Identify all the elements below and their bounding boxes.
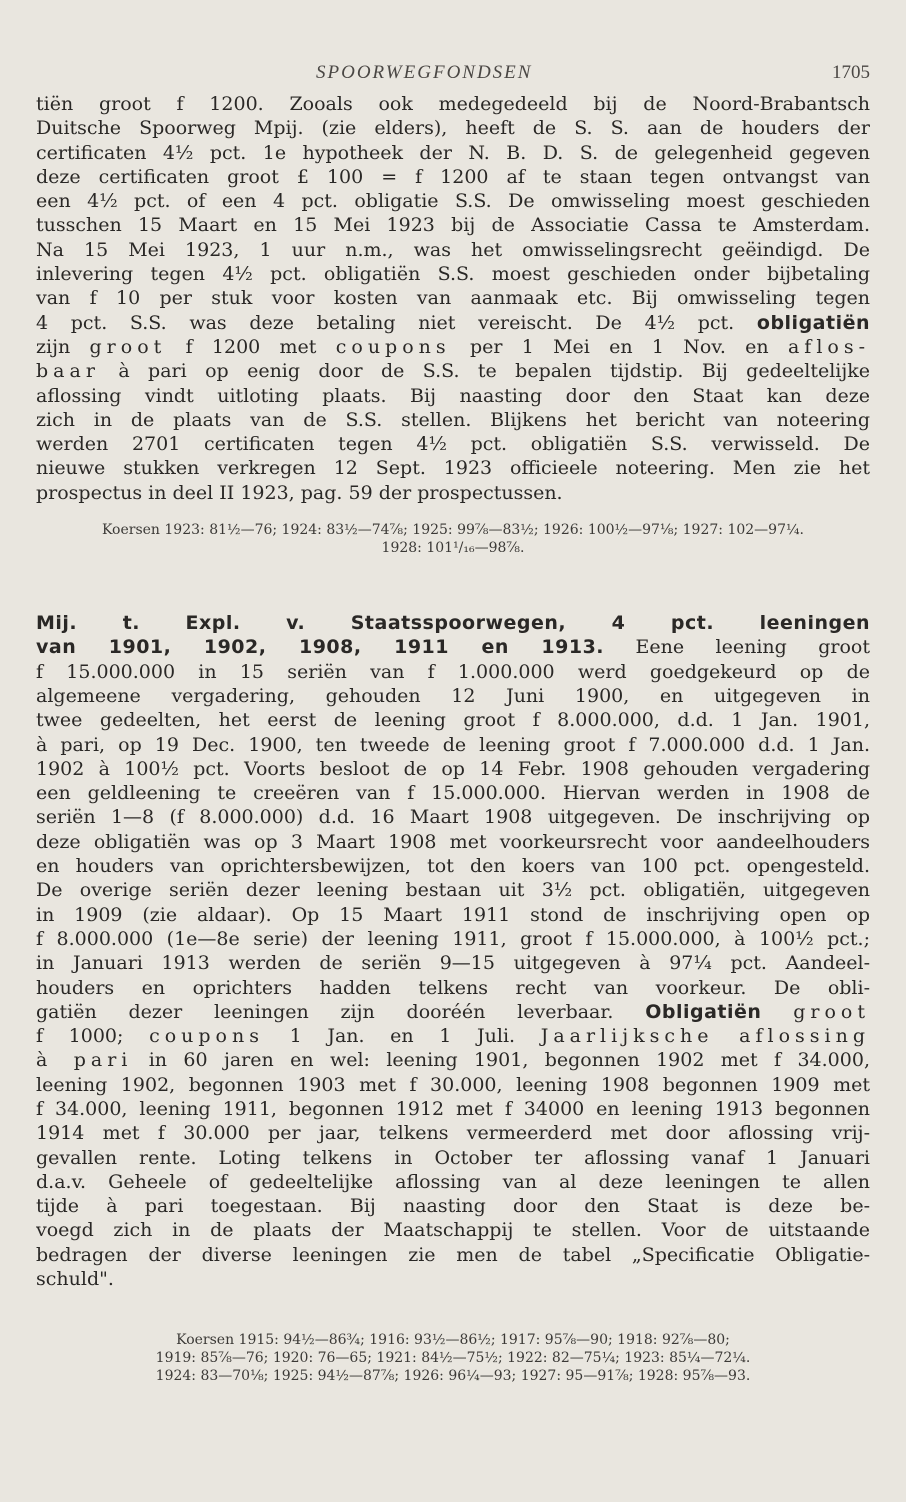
text-line: gevallen rente. Loting telkens in October ter aflossing vanaf 1 Januari	[36, 1146, 870, 1169]
spaced-term-aflos: aflos-	[787, 335, 870, 358]
quote-line: 1924: 83—70⅛; 1925: 94½—87⅞; 1926: 96¼—93; 1927: 95—91⅞; 1928: 95⅞—93.	[155, 1368, 751, 1385]
running-title: SPOORWEGFONDSEN	[316, 62, 533, 83]
text-line	[36, 335, 870, 359]
text-line: 1914 met f 30.000 per jaar, telkens vermeerderd met door aflossing vrij-	[36, 1122, 870, 1145]
spaced-term-coupons: coupons	[149, 1025, 264, 1048]
text-line: zich in de plaats van de S.S. stellen. Blijkens het bericht van noteering	[36, 408, 870, 431]
text-line: tiën groot f 1200. Zooals ook medegedeeld bij de Noord-Brabantsch	[36, 93, 870, 115]
quote-line: 1928: 101¹/₁₆—98⅞.	[381, 540, 525, 557]
text-line	[36, 635, 870, 659]
spaced-term-baar: baar	[36, 360, 100, 383]
text-line: certificaten 4½ pct. 1e hypotheek der N. B. D. S. de gelegenheid gegeven	[36, 141, 870, 164]
text-line: f 8.000.000 (1e—8e serie) der leening 1911, groot f 15.000.000, à 100½ pct.;	[36, 927, 870, 950]
text-line: Duitsche Spoorweg Mpij. (zie elders), heeft de S. S. aan de houders der	[36, 117, 870, 140]
text-line: houders en oprichters hadden telkens recht van voorkeur. De obli-	[36, 976, 870, 999]
text-line: f 34.000, leening 1911, begonnen 1912 met f 34000 en leening 1913 begonnen	[36, 1097, 870, 1120]
text-line: prospectus in deel II 1923, pag. 59 der prospectussen.	[36, 481, 563, 504]
section-heading	[36, 611, 870, 635]
spaced-term-groot: groot	[793, 1000, 870, 1023]
heading-text: Mij. t. Expl. v. Staatsspoorwegen, 4 pct. leeningen	[36, 612, 870, 635]
text-line	[36, 1048, 870, 1072]
text-line	[36, 1000, 870, 1024]
spaced-term-a-pari: à pari	[36, 1049, 133, 1072]
text-line: werden 2701 certificaten tegen 4½ pct. obligatiën S.S. verwisseld. De	[36, 433, 870, 456]
page-header	[36, 56, 870, 92]
text-fragment: gatiën dezer leeningen zijn dooréén leverbaar.	[36, 1000, 614, 1023]
text-fragment: zijn	[36, 335, 71, 358]
text-line: en houders van oprichtersbewijzen, tot den koers van 100 pct. opengesteld.	[36, 855, 870, 878]
text-line: tijde à pari toegestaan. Bij naasting door den Staat is deze be-	[36, 1195, 870, 1218]
text-fragment: in 60 jaren en wel: leening 1901, begonnen 1902 met f 34.000,	[148, 1049, 870, 1072]
text-fragment: f 1000;	[36, 1025, 124, 1048]
text-line: voegd zich in de plaats der Maatschappij te stellen. Voor de uitstaande	[36, 1219, 870, 1242]
text-line: algemeene vergadering, gehouden 12 Juni 1900, en uitgegeven in	[36, 684, 870, 707]
text-line: schuld".	[36, 1268, 114, 1291]
text-line	[36, 311, 870, 335]
section-staatsspoorwegen-paragraph	[36, 611, 870, 1291]
text-line: tusschen 15 Maart en 15 Mei 1923 bij de Associatie Cassa te Amsterdam.	[36, 214, 870, 237]
text-fragment: f 1200 met	[185, 335, 317, 358]
text-line: een 4½ pct. of een 4 pct. obligatie S.S. De omwisseling moest geschieden	[36, 190, 870, 213]
text-line: een geldleening te creeëren van f 15.000.000. Hiervan werden in 1908 de	[36, 782, 870, 805]
section-certificates-paragraph	[36, 92, 870, 505]
text-line: twee gedeelten, het eerst de leening groot f 8.000.000, d.d. 1 Jan. 1901,	[36, 709, 870, 732]
text-line: 1902 à 100½ pct. Voorts besloot de op 14 Febr. 1908 gehouden vergadering	[36, 757, 870, 780]
text-line: in 1909 (zie aldaar). Op 15 Maart 1911 stond de inschrijving open op	[36, 903, 870, 926]
spaced-term-jaarlijksche: Jaarlijksche	[540, 1025, 714, 1048]
text-line: nieuwe stukken verkregen 12 Sept. 1923 officieele noteering. Men zie het	[36, 457, 870, 480]
bold-term-obligatien: obligatiën	[756, 311, 870, 334]
text-line: deze obligatiën was op 3 Maart 1908 met voorkeursrecht voor aandeelhouders	[36, 830, 870, 853]
text-fragment: per 1 Mei en 1 Nov. en	[469, 335, 769, 358]
page-number: 1705	[832, 62, 870, 83]
text-line: van f 10 per stuk voor kosten van aanmaak etc. Bij omwisseling tegen	[36, 287, 870, 310]
text-line: deze certificaten groot £ 100 = f 1200 af te staan tegen ontvangst van	[36, 165, 870, 188]
spaced-term-groot: groot	[89, 335, 167, 358]
text-fragment: Eene leening groot	[635, 636, 870, 659]
text-line	[36, 359, 870, 383]
text-line: bedragen der diverse leeningen zie men de tabel „Specificatie Obligatie-	[36, 1243, 870, 1266]
text-fragment: 1 Jan. en 1 Juli.	[289, 1025, 516, 1048]
price-quotes-1915-1928	[36, 1331, 870, 1385]
text-line: d.a.v. Geheele of gedeeltelijke aflossing van al deze leeningen te allen	[36, 1170, 870, 1193]
text-fragment: à pari op eenig door de S.S. te bepalen tijdstip. Bij gedeeltelijke	[118, 360, 870, 383]
text-line: seriën 1—8 (f 8.000.000) d.d. 16 Maart 1908 uitgegeven. De inschrijving op	[36, 806, 870, 829]
text-line	[36, 1024, 870, 1048]
quote-line: Koersen 1915: 94½—86¾; 1916: 93½—86½; 1917: 95⅞—90; 1918: 92⅞—80;	[176, 1332, 730, 1349]
text-line: à pari, op 19 Dec. 1900, ten tweede de leening groot f 7.000.000 d.d. 1 Jan.	[36, 733, 870, 756]
heading-text: van 1901, 1902, 1908, 1911 en 1913.	[36, 636, 605, 659]
quote-line: Koersen 1923: 81½—76; 1924: 83½—74⅞; 1925: 99⅞—83½; 1926: 100½—97⅛; 1927: 102—97¼.	[101, 522, 805, 539]
spaced-term-coupons: coupons	[335, 335, 451, 358]
text-line: Na 15 Mei 1923, 1 uur n.m., was het omwisselingsrecht geëindigd. De	[36, 238, 870, 261]
text-fragment: 4 pct. S.S. was deze betaling niet vereischt. De 4½ pct.	[36, 311, 735, 334]
text-line: aflossing vindt uitloting plaats. Bij naasting door den Staat kan deze	[36, 384, 870, 407]
bold-term-obligatien: Obligatiën	[645, 1000, 762, 1023]
quote-line: 1919: 85⅞—76; 1920: 76—65; 1921: 84½—75½; 1922: 82—75¼; 1923: 85¼—72¼.	[155, 1350, 751, 1367]
spaced-term-aflossing: aflossing	[739, 1025, 870, 1048]
text-line: leening 1902, begonnen 1903 met f 30.000, leening 1908 begonnen 1909 met	[36, 1073, 870, 1096]
text-line: in Januari 1913 werden de seriën 9—15 uitgegeven à 97¼ pct. Aandeel-	[36, 952, 870, 975]
price-quotes-1923-1928	[36, 521, 870, 557]
text-line: De overige seriën dezer leening bestaan uit 3½ pct. obligatiën, uitgegeven	[36, 879, 870, 902]
text-line: f 15.000.000 in 15 seriën van f 1.000.000 werd goedgekeurd op de	[36, 660, 870, 683]
text-line: inlevering tegen 4½ pct. obligatiën S.S. moest geschieden onder bijbetaling	[36, 263, 870, 286]
